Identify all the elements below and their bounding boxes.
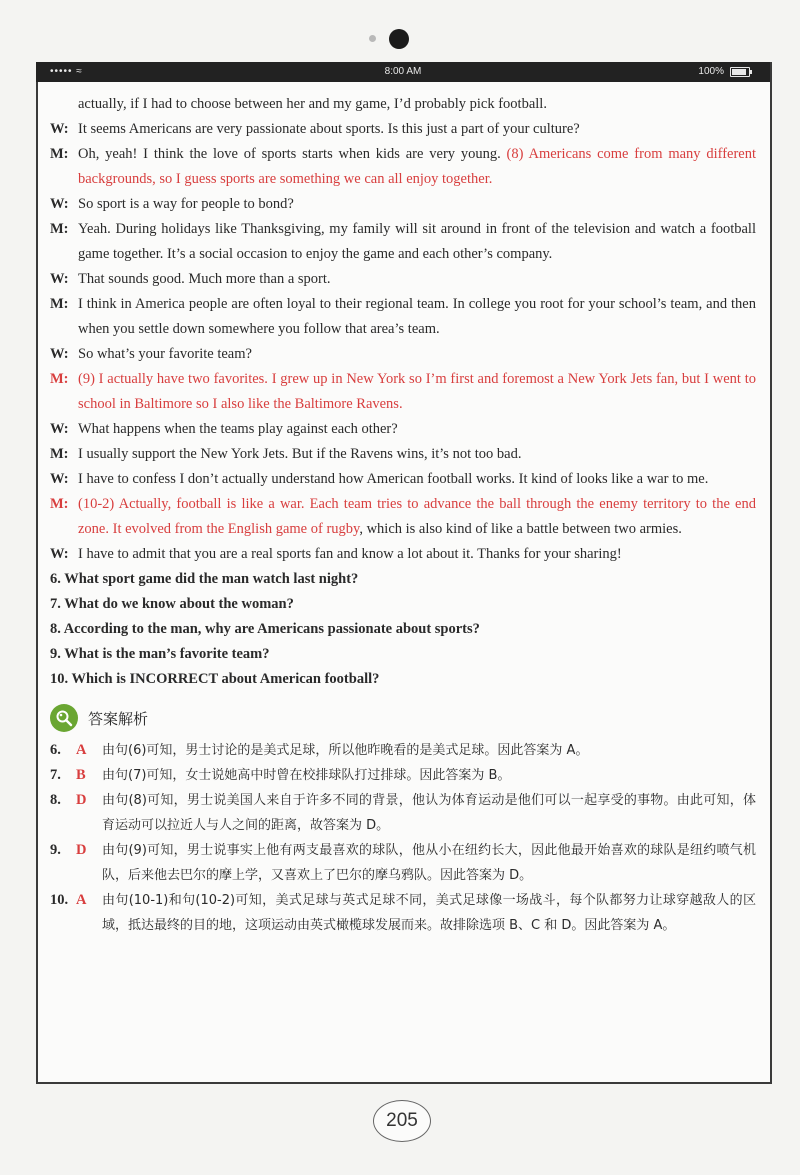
dialogue-line bbox=[50, 142, 756, 192]
answer-list bbox=[50, 738, 756, 938]
speaker-label: W: bbox=[50, 121, 69, 137]
dialogue-line bbox=[50, 367, 756, 417]
status-time: 8:00 AM bbox=[384, 66, 422, 77]
question: 6. What sport game did the man watch last night? bbox=[50, 571, 359, 587]
dialogue-line bbox=[50, 217, 756, 267]
answer-explanation: 由句(8)可知，男士说美国人来自于许多不同的背景，他认为体育运动是他们可以一起享受的事物。由此可知，体育运动可以拉近人与人之间的距离，故答案为 D。 bbox=[102, 793, 756, 833]
dialogue-text: I think in America people are often loyal to their regional team. In college you root for your school’s team, and then when you settle down somewhere you follow that area’s team. bbox=[78, 296, 756, 337]
speaker-label: M: bbox=[50, 446, 69, 462]
dialogue-line bbox=[50, 92, 756, 117]
question-list bbox=[50, 567, 756, 692]
answer-item bbox=[50, 888, 756, 938]
speaker-label: W: bbox=[50, 346, 69, 362]
answer-letter: D bbox=[76, 842, 87, 858]
speaker-label: W: bbox=[50, 271, 69, 287]
battery-icon bbox=[730, 67, 750, 77]
answer-item bbox=[50, 838, 756, 888]
dialogue-line bbox=[50, 492, 756, 542]
dialogue-text: It seems Americans are very passionate about sports. Is this just a part of your culture? bbox=[78, 121, 580, 137]
page-content bbox=[50, 92, 756, 938]
dialogue-transcript bbox=[50, 92, 756, 567]
speaker-label: W: bbox=[50, 196, 69, 212]
answer-explanation: 由句(6)可知，男士讨论的是美式足球，所以他昨晚看的是美式足球。因此答案为 A。 bbox=[102, 743, 589, 758]
signal-indicator: ••••• ≈ bbox=[50, 66, 83, 77]
camera-dot bbox=[389, 29, 409, 49]
answer-number: 8. bbox=[50, 792, 61, 808]
status-bar bbox=[36, 62, 770, 82]
answer-explanation: 由句(9)可知，男士说事实上他有两支最喜欢的球队，他从小在纽约长大，因此他最开始喜欢的球队是纽约喷气机队，后来他去巴尔的摩上学，又喜欢上了巴尔的摩乌鸦队。因此答案为 D。 bbox=[102, 843, 756, 883]
answer-number: 10. bbox=[50, 892, 69, 908]
question: 7. What do we know about the woman? bbox=[50, 596, 294, 612]
battery-percent: 100% bbox=[698, 66, 724, 77]
answer-letter: B bbox=[76, 767, 86, 783]
camera-dot-small bbox=[369, 35, 376, 42]
dialogue-line bbox=[50, 117, 756, 142]
dialogue-line bbox=[50, 267, 756, 292]
dialogue-text: actually, if I had to choose between her and my game, I’d probably pick football. bbox=[78, 96, 547, 112]
dialogue-line bbox=[50, 542, 756, 567]
speaker-label: M: bbox=[50, 296, 69, 312]
speaker-label: M: bbox=[50, 371, 69, 387]
answer-number: 7. bbox=[50, 767, 61, 783]
dialogue-text: What happens when the teams play against each other? bbox=[78, 421, 398, 437]
dialogue-text: Oh, yeah! I think the love of sports starts when kids are very young. bbox=[78, 146, 507, 162]
answer-explanation: 由句(7)可知，女士说她高中时曾在校排球队打过排球。因此答案为 B。 bbox=[102, 768, 511, 783]
question: 8. According to the man, why are Americans passionate about sports? bbox=[50, 621, 480, 637]
dialogue-text: I have to admit that you are a real sports fan and know a lot about it. Thanks for your sharing! bbox=[78, 546, 622, 562]
dialogue-line bbox=[50, 467, 756, 492]
answer-number: 9. bbox=[50, 842, 61, 858]
dialogue-text: That sounds good. Much more than a sport. bbox=[78, 271, 331, 287]
speaker-label: W: bbox=[50, 421, 69, 437]
speaker-label: W: bbox=[50, 546, 69, 562]
answers-header bbox=[50, 698, 756, 738]
dialogue-text: I usually support the New York Jets. But if the Ravens wins, it’s not too bad. bbox=[78, 446, 522, 462]
answer-number: 6. bbox=[50, 742, 61, 758]
answer-letter: A bbox=[76, 742, 87, 758]
dialogue-line bbox=[50, 417, 756, 442]
highlighted-answer-sentence: (10-2) Actually, football is like a war. Each team tries to advance the ball through the enemy territory to the end zone. It evolved from the English game of rugby bbox=[78, 496, 756, 537]
answer-letter: A bbox=[76, 892, 87, 908]
highlighted-answer-sentence: (9) I actually have two favorites. I grew up in New York so I’m first and foremost a New York Jets fan, but I went to school in Baltimore so I also like the Baltimore Ravens. bbox=[78, 371, 756, 412]
question: 9. What is the man’s favorite team? bbox=[50, 646, 270, 662]
dialogue-line bbox=[50, 342, 756, 367]
dialogue-text: I have to confess I don’t actually understand how American football works. It kind of looks like a war to me. bbox=[78, 471, 709, 487]
dialogue-text: So sport is a way for people to bond? bbox=[78, 196, 294, 212]
dialogue-line bbox=[50, 192, 756, 217]
page-number: 205 bbox=[373, 1100, 431, 1142]
answer-item bbox=[50, 738, 756, 763]
dialogue-line bbox=[50, 292, 756, 342]
speaker-label: M: bbox=[50, 146, 69, 162]
answer-item bbox=[50, 763, 756, 788]
dialogue-text: , which is also kind of like a battle between two armies. bbox=[359, 521, 682, 537]
magnifier-icon bbox=[50, 704, 78, 732]
dialogue-text: So what’s your favorite team? bbox=[78, 346, 252, 362]
speaker-label: W: bbox=[50, 471, 69, 487]
answers-title: 答案解析 bbox=[88, 709, 149, 728]
dialogue-text: Yeah. During holidays like Thanksgiving, my family will sit around in front of the television and watch a football game together. It’s a social occasion to enjoy the game and each other’s company. bbox=[78, 221, 756, 262]
answer-explanation: 由句(10-1)和句(10-2)可知，美式足球与英式足球不同，美式足球像一场战斗，每个队都努力让球穿越敌人的区域，抵达最终的目的地，这项运动由英式橄榄球发展而来。故排除选项 B、C 和 D。因此答案为 A。 bbox=[102, 893, 756, 933]
highlighted-answer-sentence: (8) Americans come from many different backgrounds, so I guess sports are something we can all enjoy together. bbox=[78, 146, 756, 187]
answer-item bbox=[50, 788, 756, 838]
speaker-label: M: bbox=[50, 496, 69, 512]
dialogue-line bbox=[50, 442, 756, 467]
question: 10. Which is INCORRECT about American football? bbox=[50, 671, 380, 687]
speaker-label: M: bbox=[50, 221, 69, 237]
answer-letter: D bbox=[76, 792, 87, 808]
